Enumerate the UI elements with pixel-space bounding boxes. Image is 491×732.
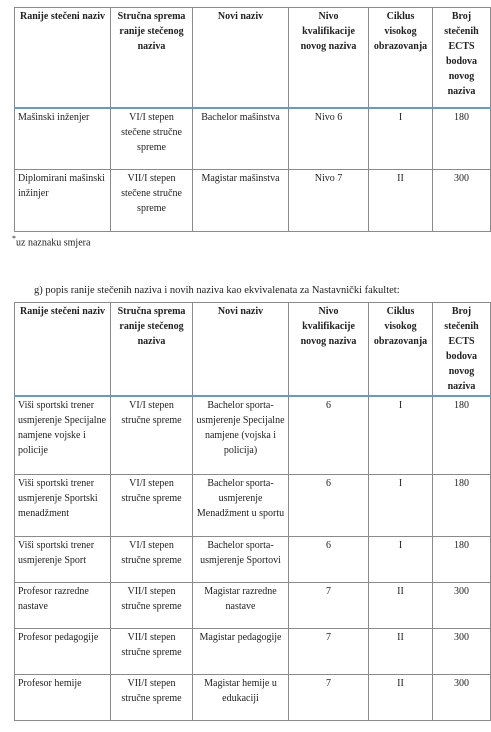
table-cell: 6	[289, 536, 369, 582]
table-row	[15, 582, 491, 628]
table-cell: 7	[289, 628, 369, 674]
table-cell: Bachelor sporta-usmjerenje Sportovi	[193, 536, 289, 582]
table-cell: II	[369, 674, 433, 720]
table-cell: 6	[289, 474, 369, 536]
table-cell: II	[369, 628, 433, 674]
table-cell: VI/I stepen stručne spreme	[111, 396, 193, 474]
header-cell: Broj stečenih ECTS bodova novog naziva	[433, 303, 491, 397]
table-row	[15, 536, 491, 582]
table-cell: Nivo 6	[289, 108, 369, 170]
table-cell: II	[369, 582, 433, 628]
table-cell: VII/I stepen stečene stručne spreme	[111, 170, 193, 232]
table-cell: Magistar mašinstva	[193, 170, 289, 232]
table-cell: Bachelor mašinstva	[193, 108, 289, 170]
table-cell: VI/I stepen stručne spreme	[111, 536, 193, 582]
table-row	[15, 674, 491, 720]
table-cell: I	[369, 536, 433, 582]
table-row	[15, 108, 491, 170]
table-cell: VI/I stepen stručne spreme	[111, 474, 193, 536]
table-cell: Diplomirani mašinski inžinjer	[15, 170, 111, 232]
table-cell: I	[369, 474, 433, 536]
header-cell: Nivo kvalifikacije novog naziva	[289, 303, 369, 397]
table-cell: 300	[433, 170, 491, 232]
header-cell: Ranije stečeni naziv	[15, 303, 111, 397]
table-row	[15, 628, 491, 674]
table-header-row	[15, 8, 491, 108]
table-row	[15, 170, 491, 232]
table-cell: 6	[289, 396, 369, 474]
table-cell: Bachelor sporta-usmjerenje Menadžment u sportu	[193, 474, 289, 536]
header-cell: Stručna sprema ranije stečenog naziva	[111, 8, 193, 108]
table-cell: Profesor hemije	[15, 674, 111, 720]
degree-equivalence-table-1	[14, 7, 491, 232]
header-cell: Nivo kvalifikacije novog naziva	[289, 8, 369, 108]
table-cell: Profesor pedagogije	[15, 628, 111, 674]
table-cell: VII/I stepen stručne spreme	[111, 674, 193, 720]
table-cell: 180	[433, 474, 491, 536]
table-cell: II	[369, 170, 433, 232]
table-row	[15, 396, 491, 474]
table-cell: Magistar pedagogije	[193, 628, 289, 674]
header-cell: Stručna sprema ranije stečenog naziva	[111, 303, 193, 397]
table-header-row	[15, 303, 491, 397]
table-cell: Magistar razredne nastave	[193, 582, 289, 628]
header-cell: Ciklus visokog obrazovanja	[369, 303, 433, 397]
header-cell: Novi naziv	[193, 8, 289, 108]
table-cell: VII/I stepen stručne spreme	[111, 582, 193, 628]
footnote	[12, 231, 90, 250]
footnote-text: uz naznaku smjera	[16, 237, 91, 249]
table-cell: Bachelor sporta-usmjerenje Specijalne namjene (vojska i policija)	[193, 396, 289, 474]
table-cell: Viši sportski trener usmjerenje Sport	[15, 536, 111, 582]
table-cell: I	[369, 396, 433, 474]
table-cell: VII/I stepen stručne spreme	[111, 628, 193, 674]
table-cell: 300	[433, 628, 491, 674]
table-cell: VI/I stepen stečene stručne spreme	[111, 108, 193, 170]
table-cell: I	[369, 108, 433, 170]
table-cell: 300	[433, 674, 491, 720]
table-cell: Mašinski inženjer	[15, 108, 111, 170]
table-cell: Viši sportski trener usmjerenje Specijalne namjene vojske i policije	[15, 396, 111, 474]
table-cell: 7	[289, 674, 369, 720]
section-caption: g) popis ranije stečenih naziva i novih naziva kao ekvivalenata za Nastavnički fakultet:	[34, 285, 400, 296]
table-cell: 7	[289, 582, 369, 628]
header-cell: Ciklus visokog obrazovanja	[369, 8, 433, 108]
table-cell: 180	[433, 396, 491, 474]
table-cell: Magistar hemije u edukaciji	[193, 674, 289, 720]
table-row	[15, 474, 491, 536]
table-cell: Nivo 7	[289, 170, 369, 232]
table-cell: Profesor razredne nastave	[15, 582, 111, 628]
header-cell: Novi naziv	[193, 303, 289, 397]
table-cell: 300	[433, 582, 491, 628]
footnote-marker: *	[12, 234, 16, 243]
table-cell: 180	[433, 536, 491, 582]
header-cell: Broj stečenih ECTS bodova novog naziva	[433, 8, 491, 108]
degree-equivalence-table-2	[14, 302, 491, 721]
header-cell: Ranije stečeni naziv	[15, 8, 111, 108]
table-cell: Viši sportski trener usmjerenje Sportski menadžment	[15, 474, 111, 536]
table-cell: 180	[433, 108, 491, 170]
